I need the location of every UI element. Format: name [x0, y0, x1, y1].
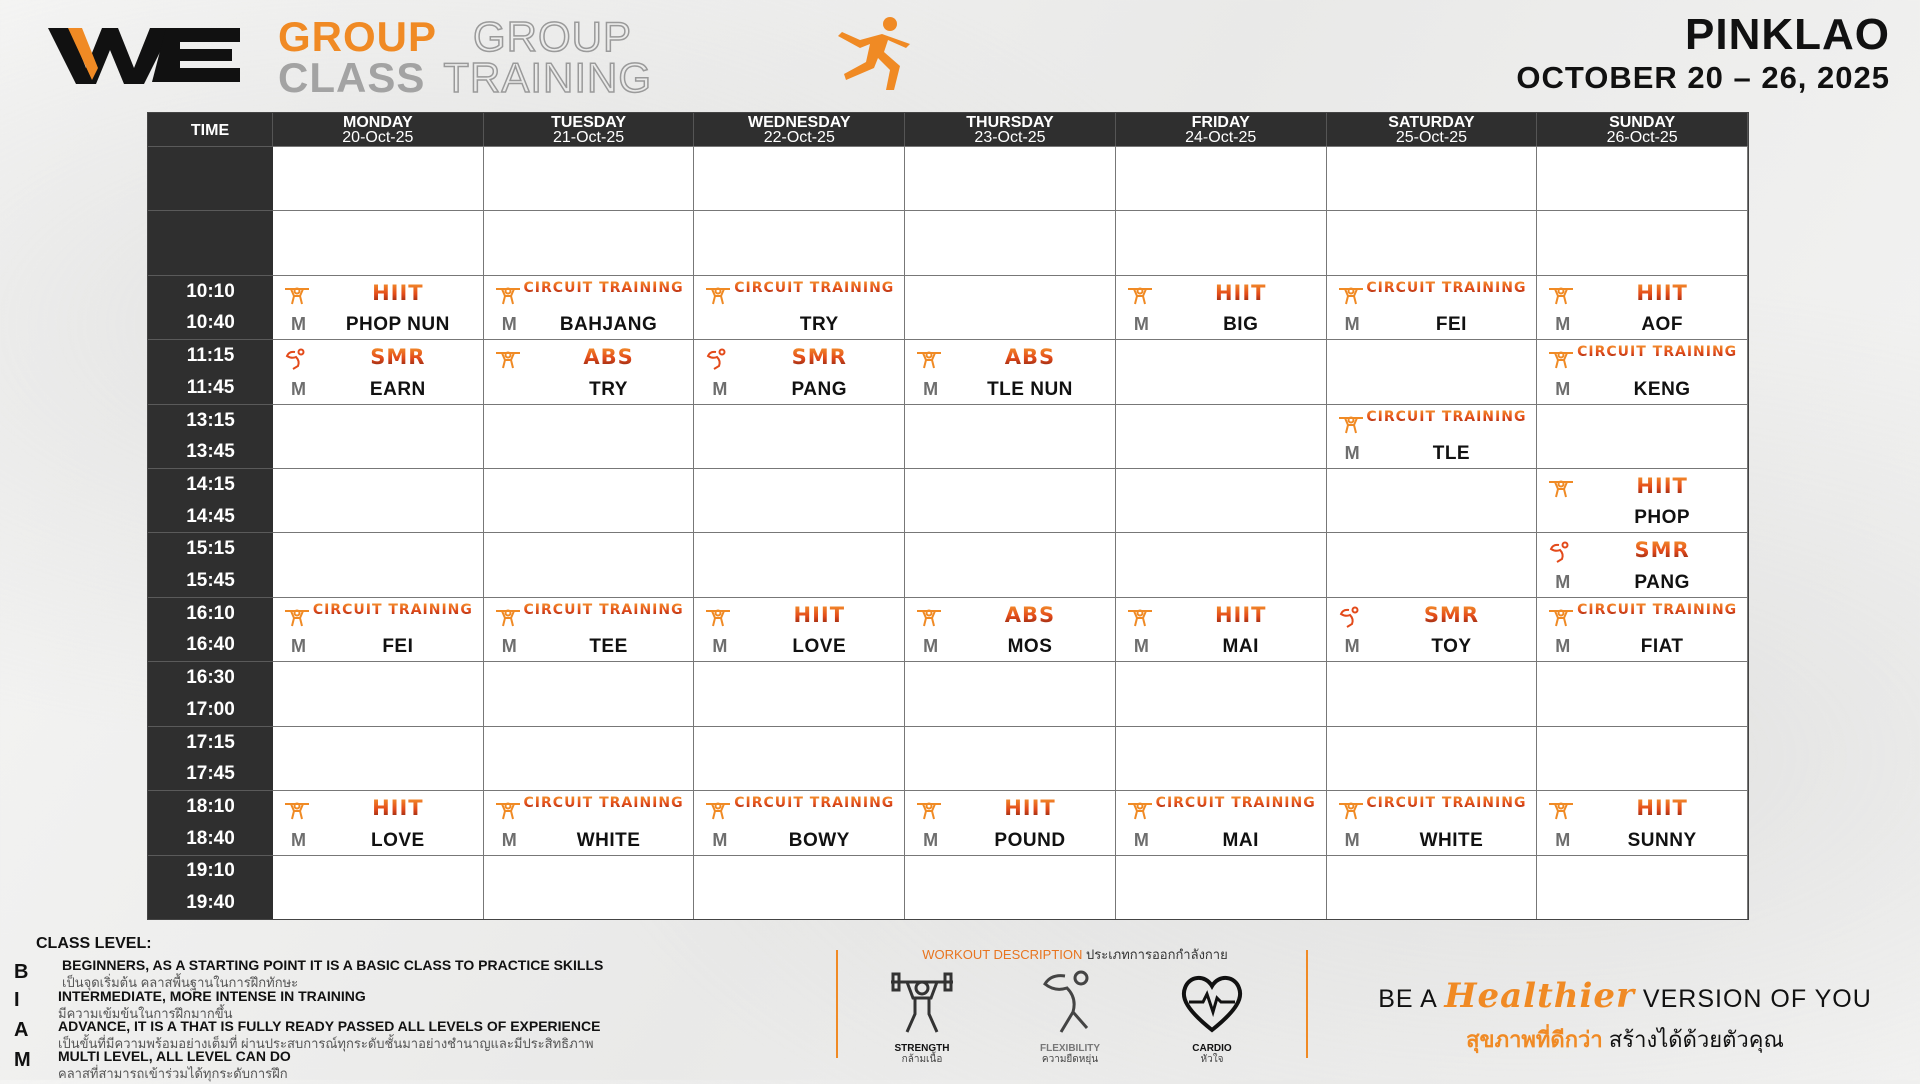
class-level: M: [291, 314, 306, 335]
flexibility-label-th: ความยืดหยุ่น: [1041, 1054, 1099, 1065]
empty-cell: [1116, 468, 1327, 532]
flexibility-icon: [1337, 606, 1365, 628]
level-letter-b: B: [14, 961, 29, 983]
day-name: FRIDAY: [1191, 114, 1250, 131]
strength-label-en: STRENGTH: [894, 1043, 950, 1054]
time-slot: [148, 404, 273, 468]
empty-cell: [1537, 855, 1748, 919]
class-name: HIIT: [1160, 281, 1322, 305]
empty-cell: [1116, 339, 1327, 403]
class-name: ABS: [949, 603, 1111, 627]
class-cell[interactable]: [273, 790, 484, 854]
class-level: M: [1133, 829, 1149, 850]
time-end: 15:45: [186, 570, 235, 592]
empty-cell: [273, 146, 484, 210]
time-slot: [148, 532, 273, 596]
empty-cell: [1116, 404, 1327, 468]
strength-icon: [887, 968, 957, 1038]
time-start: 16:10: [186, 602, 235, 624]
empty-cell: [905, 146, 1116, 210]
time-start: 15:15: [186, 538, 235, 560]
class-cell[interactable]: [1327, 790, 1538, 854]
class-level: M: [923, 829, 939, 850]
class-level: M: [712, 378, 728, 399]
schedule-grid: [147, 112, 1749, 920]
time-end: 19:40: [186, 892, 235, 914]
flexibility-icon: [1547, 541, 1575, 563]
time-start: 14:15: [186, 473, 235, 495]
coach-name: KENG: [1633, 378, 1691, 400]
coach-name: BOWY: [788, 829, 850, 851]
empty-cell: [694, 726, 905, 790]
class-cell[interactable]: [1537, 532, 1748, 596]
level-b-th: เป็นจุดเริ่มต้น คลาสพื้นฐานในการฝึกทักษะ: [62, 975, 299, 990]
empty-cell: [694, 661, 905, 725]
class-level: M: [1555, 829, 1571, 850]
class-name: CIRCUIT TRAINING: [1361, 795, 1533, 811]
class-level: M: [1555, 571, 1571, 592]
empty-cell: [273, 726, 484, 790]
empty-cell: [905, 275, 1116, 339]
time-start: 10:10: [186, 280, 235, 302]
empty-cell: [1327, 468, 1538, 532]
class-level: M: [291, 636, 306, 657]
class-name: SMR: [1371, 603, 1533, 627]
day-name: THURSDAY: [966, 114, 1054, 131]
workout-flexibility: [1015, 968, 1125, 1065]
time-end: 10:40: [186, 312, 235, 334]
class-cell[interactable]: [1327, 275, 1538, 339]
coach-name: EARN: [369, 378, 426, 400]
class-cell[interactable]: [905, 339, 1116, 403]
coach-name: POUND: [994, 829, 1066, 851]
class-cell[interactable]: [1116, 275, 1327, 339]
empty-cell: [694, 210, 905, 274]
day-name: SATURDAY: [1388, 114, 1475, 131]
workout-strength: [867, 968, 977, 1065]
runner-icon: [820, 14, 920, 94]
empty-cell: [484, 532, 695, 596]
coach-name: BIG: [1223, 314, 1259, 336]
class-level: M: [923, 636, 939, 657]
day-header-friday: [1116, 113, 1327, 146]
slogan-thai-a: สุขภาพที่ดีกว่า: [1466, 1027, 1603, 1052]
empty-cell: [905, 726, 1116, 790]
class-name: CIRCUIT TRAINING: [518, 280, 690, 296]
class-cell[interactable]: [694, 339, 905, 403]
coach-name: LOVE: [370, 829, 425, 851]
empty-cell: [273, 404, 484, 468]
day-name: TUESDAY: [551, 114, 627, 131]
time-end: 11:45: [186, 376, 235, 398]
time-end: 17:00: [186, 698, 235, 720]
empty-cell: [1116, 146, 1327, 210]
empty-cell: [905, 468, 1116, 532]
class-cell[interactable]: [273, 597, 484, 661]
branch-name: PINKLAO: [1685, 10, 1890, 59]
empty-cell: [484, 468, 695, 532]
coach-name: TRY: [799, 314, 839, 336]
coach-name: TRY: [589, 378, 628, 400]
class-name: CIRCUIT TRAINING: [1571, 602, 1743, 618]
level-a-th: เป็นขั้นที่มีความพร้อมอย่างเต็มที่ ผ่านประสบการณ์ทุกระดับชั้นมาอย่างชำนาญและมีประสิทธิภาพ: [58, 1036, 594, 1051]
coach-name: BAHJANG: [559, 314, 658, 336]
workout-description: [855, 944, 1295, 1065]
coach-name: TLE: [1432, 443, 1471, 465]
time-header: TIME: [148, 113, 273, 146]
empty-cell: [1537, 661, 1748, 725]
strength-icon: [1126, 606, 1154, 628]
empty-cell: [1537, 210, 1748, 274]
coach-name: FEI: [382, 636, 414, 658]
strength-icon: [1547, 799, 1575, 821]
day-date: 26-Oct-25: [1606, 129, 1678, 146]
empty-cell: [273, 855, 484, 919]
day-name: MONDAY: [343, 114, 413, 131]
divider-line-1: [836, 950, 838, 1058]
class-cell[interactable]: [1116, 790, 1327, 854]
coach-name: MAI: [1222, 829, 1259, 851]
class-name: CIRCUIT TRAINING: [728, 795, 900, 811]
strength-icon: [1547, 284, 1575, 306]
class-level: M: [1555, 636, 1571, 657]
class-level: M: [923, 378, 939, 399]
day-header-tuesday: [484, 113, 695, 146]
level-letter-m: M: [14, 1049, 31, 1071]
class-name: CIRCUIT TRAINING: [1361, 280, 1533, 296]
time-slot: [148, 726, 273, 790]
empty-cell: [1327, 339, 1538, 403]
coach-name: FEI: [1435, 314, 1467, 336]
time-end: 14:45: [186, 505, 235, 527]
class-name: SMR: [738, 345, 900, 369]
class-level: M: [501, 636, 517, 657]
time-end: 16:40: [186, 634, 235, 656]
time-end: 17:45: [186, 763, 235, 785]
coach-name: PANG: [791, 378, 848, 400]
empty-cell: [1537, 404, 1748, 468]
class-name: CIRCUIT TRAINING: [1571, 344, 1743, 360]
workout-cardio: [1157, 968, 1267, 1065]
class-name: CIRCUIT TRAINING: [728, 280, 900, 296]
class-level: M: [1555, 378, 1571, 399]
time-start: 19:10: [186, 860, 235, 882]
empty-cell: [484, 661, 695, 725]
empty-cell: [1116, 855, 1327, 919]
empty-cell: [273, 532, 484, 596]
class-cell[interactable]: [1537, 275, 1748, 339]
class-level: M: [291, 829, 306, 850]
empty-cell: [1327, 661, 1538, 725]
class-cell[interactable]: [273, 339, 484, 403]
class-cell[interactable]: [694, 790, 905, 854]
empty-cell: [1327, 855, 1538, 919]
class-name: HIIT: [738, 603, 900, 627]
class-name: HIIT: [1581, 474, 1743, 498]
day-header-wednesday: [694, 113, 905, 146]
empty-cell: [484, 146, 695, 210]
slogan-healthier: Healthier: [1444, 976, 1635, 1016]
class-cell[interactable]: [1327, 597, 1538, 661]
strength-icon: [283, 799, 311, 821]
class-cell[interactable]: [905, 597, 1116, 661]
class-name: HIIT: [1581, 796, 1743, 820]
class-level: M: [291, 378, 306, 399]
class-cell[interactable]: [484, 790, 695, 854]
time-start: 18:10: [186, 796, 235, 817]
empty-cell: [1116, 661, 1327, 725]
level-m-en: MULTI LEVEL, ALL LEVEL CAN DO: [58, 1048, 291, 1064]
title-training: TRAINING: [443, 54, 653, 101]
class-level: M: [1344, 829, 1360, 850]
coach-name: SUNNY: [1627, 829, 1697, 851]
empty-cell: [484, 210, 695, 274]
time-slot: [148, 790, 273, 854]
time-slot: [148, 597, 273, 661]
empty-cell: [694, 532, 905, 596]
empty-cell: [273, 661, 484, 725]
coach-name: PHOP NUN: [345, 314, 450, 336]
class-level: M: [501, 829, 517, 850]
class-level: M: [1133, 314, 1149, 335]
class-name: ABS: [528, 345, 690, 369]
class-cell[interactable]: [1327, 404, 1538, 468]
class-name: SMR: [1581, 538, 1743, 562]
strength-label-th: กล้ามเนื้อ: [901, 1054, 943, 1065]
level-m-th: คลาสที่สามารถเข้าร่วมได้ทุกระดับการฝึก: [58, 1066, 288, 1081]
empty-cell: [1327, 146, 1538, 210]
class-level: M: [1344, 443, 1360, 464]
coach-name: TEE: [589, 636, 628, 658]
day-name: WEDNESDAY: [748, 114, 851, 131]
slogan-line-2: [1355, 1022, 1895, 1057]
empty-cell: [694, 855, 905, 919]
time-start: 13:15: [186, 409, 235, 431]
time-start: 16:30: [186, 667, 235, 689]
class-cell[interactable]: [1537, 339, 1748, 403]
coach-name: WHITE: [1419, 829, 1484, 851]
class-name: HIIT: [317, 796, 479, 820]
empty-cell: [905, 532, 1116, 596]
workout-heading: [855, 944, 1295, 965]
day-date: 24-Oct-25: [1185, 129, 1257, 146]
strength-icon: [1547, 477, 1575, 499]
empty-cell: [1537, 146, 1748, 210]
slogan-version: VERSION OF YOU: [1642, 985, 1872, 1013]
divider-line-2: [1306, 950, 1308, 1058]
coach-name: TOY: [1431, 636, 1472, 658]
empty-cell: [694, 404, 905, 468]
time-slot: [148, 275, 273, 339]
empty-cell: [273, 468, 484, 532]
class-level: M: [712, 829, 728, 850]
class-level: M: [1555, 314, 1571, 335]
time-start: 17:15: [186, 731, 235, 753]
time-slot: [148, 855, 273, 919]
coach-name: AOF: [1641, 314, 1683, 336]
time-end: 18:40: [186, 827, 235, 849]
coach-name: TLE NUN: [987, 378, 1073, 400]
title-group-filled: GROUP: [278, 13, 438, 60]
class-name: HIIT: [949, 796, 1111, 820]
time-slot: [148, 661, 273, 725]
day-date: 21-Oct-25: [552, 129, 625, 146]
class-cell[interactable]: [1537, 597, 1748, 661]
time-start: 11:15: [186, 345, 235, 367]
day-header-sunday: [1537, 113, 1748, 146]
class-name: HIIT: [1581, 281, 1743, 305]
flexibility-icon: [704, 348, 732, 370]
level-letter-a: A: [14, 1019, 29, 1041]
title-line-1: [278, 13, 633, 60]
coach-name: MAI: [1222, 636, 1259, 658]
empty-cell: [1327, 726, 1538, 790]
day-date: 23-Oct-25: [974, 129, 1046, 146]
class-cell[interactable]: [273, 275, 484, 339]
level-b-en: BEGINNERS, AS A STARTING POINT IT IS A BASIC CLASS TO PRACTICE SKILLS: [62, 957, 604, 973]
class-name: CIRCUIT TRAINING: [518, 602, 690, 618]
time-end: 13:45: [186, 441, 235, 463]
day-header-saturday: [1327, 113, 1538, 146]
level-letter-i: I: [14, 989, 20, 1011]
flexibility-icon: [283, 348, 311, 370]
day-header-monday: [273, 113, 484, 146]
strength-icon: [494, 348, 522, 370]
day-date: 25-Oct-25: [1395, 129, 1467, 146]
class-cell[interactable]: [905, 790, 1116, 854]
time-slot: [148, 146, 273, 210]
level-i-th: มีความเข้มข้นในการฝึกมากขึ้น: [58, 1006, 233, 1021]
empty-cell: [1327, 210, 1538, 274]
class-level: M: [1344, 314, 1360, 335]
empty-cell: [273, 210, 484, 274]
strength-icon: [283, 284, 311, 306]
coach-name: PHOP: [1634, 507, 1691, 529]
slogan-be-a: BE A: [1378, 985, 1437, 1013]
empty-cell: [1116, 532, 1327, 596]
empty-cell: [694, 468, 905, 532]
coach-name: LOVE: [792, 636, 847, 658]
class-cell[interactable]: [1116, 597, 1327, 661]
class-name: HIIT: [317, 281, 479, 305]
empty-cell: [1537, 726, 1748, 790]
class-level: M: [712, 636, 728, 657]
week-dates: OCTOBER 20 – 26, 2025: [1516, 60, 1890, 95]
slogan: [1355, 976, 1895, 1057]
class-level: M: [1133, 636, 1149, 657]
class-cell[interactable]: [484, 597, 695, 661]
empty-cell: [905, 210, 1116, 274]
title-line-2: [278, 56, 652, 100]
coach-name: FIAT: [1640, 636, 1684, 658]
class-name: SMR: [317, 345, 479, 369]
empty-cell: [905, 855, 1116, 919]
cardio-label-th: หัวใจ: [1200, 1054, 1224, 1065]
class-cell[interactable]: [484, 339, 695, 403]
empty-cell: [484, 404, 695, 468]
empty-cell: [694, 146, 905, 210]
class-name: CIRCUIT TRAINING: [307, 602, 479, 618]
flexibility-icon: [1035, 968, 1105, 1038]
workout-heading-en: WORKOUT DESCRIPTION: [922, 947, 1083, 962]
class-level: M: [501, 314, 517, 335]
strength-icon: [1126, 284, 1154, 306]
class-name: CIRCUIT TRAINING: [1150, 795, 1322, 811]
empty-cell: [484, 726, 695, 790]
flexibility-label-en: FLEXIBILITY: [1040, 1043, 1100, 1054]
class-level: M: [1344, 636, 1360, 657]
cardio-icon: [1177, 968, 1247, 1038]
level-a-en: ADVANCE, IT IS A THAT IS FULLY READY PASSED ALL LEVELS OF EXPERIENCE: [58, 1018, 601, 1034]
class-cell[interactable]: [1537, 790, 1748, 854]
coach-name: WHITE: [576, 829, 641, 851]
day-date: 22-Oct-25: [763, 129, 835, 146]
level-i-en: INTERMEDIATE, MORE INTENSE IN TRAINING: [58, 988, 366, 1004]
empty-cell: [905, 661, 1116, 725]
empty-cell: [484, 855, 695, 919]
class-level-heading: CLASS LEVEL:: [36, 935, 152, 952]
class-name: CIRCUIT TRAINING: [1361, 409, 1533, 425]
class-cell[interactable]: [694, 275, 905, 339]
empty-cell: [1327, 532, 1538, 596]
class-name: CIRCUIT TRAINING: [518, 795, 690, 811]
class-cell[interactable]: [694, 597, 905, 661]
time-slot: [148, 210, 273, 274]
title-class: CLASS: [278, 54, 426, 101]
class-name: ABS: [949, 345, 1111, 369]
slogan-line-1: [1355, 976, 1895, 1016]
strength-icon: [704, 606, 732, 628]
class-cell[interactable]: [1537, 468, 1748, 532]
class-cell[interactable]: [484, 275, 695, 339]
class-name: HIIT: [1160, 603, 1322, 627]
time-slot: [148, 468, 273, 532]
day-header-thursday: [905, 113, 1116, 146]
cardio-label-en: CARDIO: [1192, 1043, 1232, 1054]
coach-name: PANG: [1634, 571, 1690, 593]
strength-icon: [915, 799, 943, 821]
day-name: SUNDAY: [1609, 114, 1676, 131]
empty-cell: [1116, 210, 1327, 274]
time-slot: [148, 339, 273, 403]
strength-icon: [915, 348, 943, 370]
empty-cell: [905, 404, 1116, 468]
day-date: 20-Oct-25: [342, 129, 414, 146]
coach-name: MOS: [1007, 636, 1053, 658]
title-group-outline: GROUP: [473, 13, 633, 60]
slogan-thai-b: สร้างได้ด้วยตัวคุณ: [1608, 1027, 1784, 1052]
strength-icon: [915, 606, 943, 628]
branch-info: [1516, 10, 1890, 96]
workout-heading-th: ประเภทการออกกำลังกาย: [1086, 947, 1228, 962]
empty-cell: [1116, 726, 1327, 790]
we-logo: [48, 20, 248, 88]
